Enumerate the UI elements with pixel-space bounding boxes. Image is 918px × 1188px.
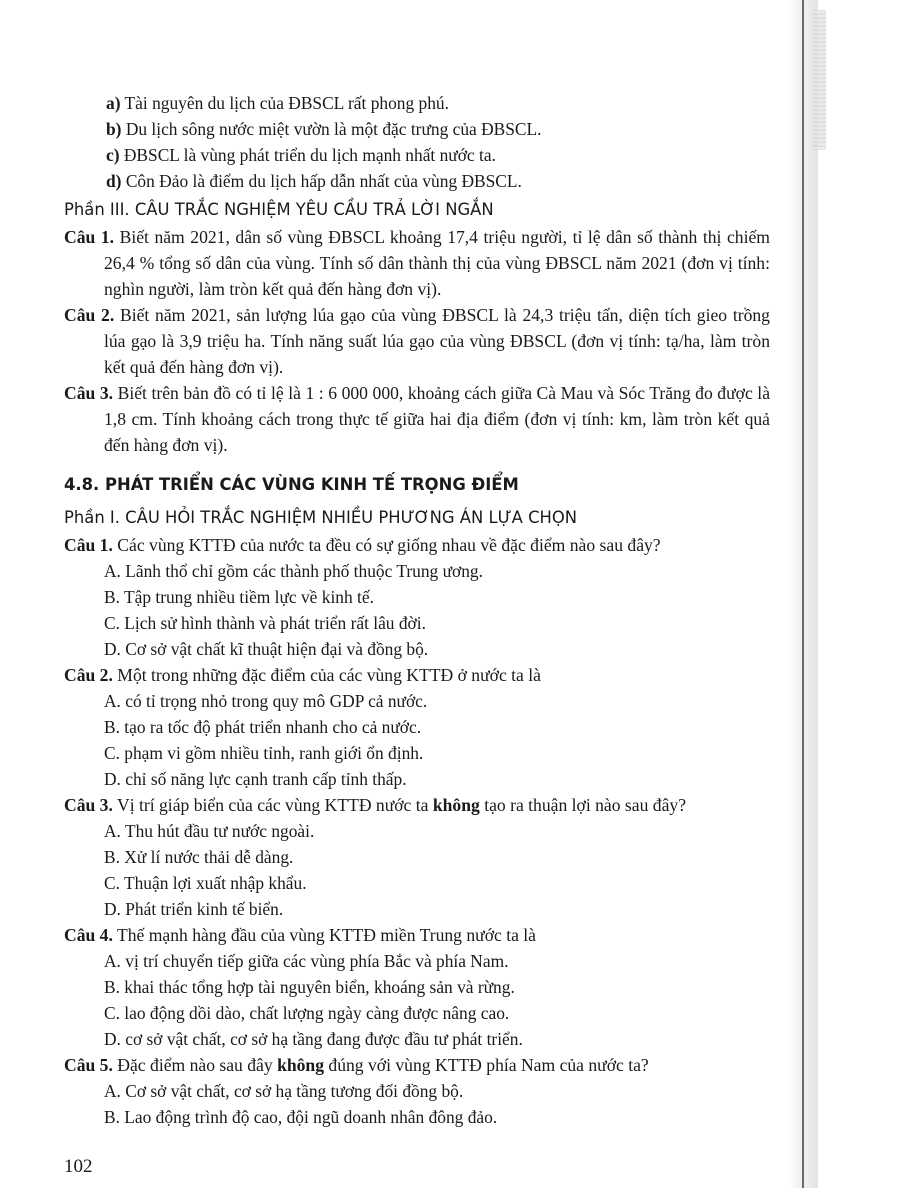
answer-option-b: B. Tập trung nhiều tiềm lực về kinh tế. (104, 587, 374, 607)
tf-option-d: d) Côn Đảo là điểm du lịch hấp dẫn nhất của vùng ĐBSCL. (106, 171, 522, 191)
multiple-choice-question-5 (64, 1052, 770, 1130)
short-question-3: Câu 3. Biết trên bản đồ có tỉ lệ là 1 : 6 000 000, khoảng cách giữa Cà Mau và Sóc Trăng đo được là 1,8 cm. Tính khoảng cách trong thực tế giữa hai địa điểm (đơn vị tính: km, làm tròn kết quả đến hàng đơn vị). (64, 383, 771, 455)
multiple-choice-question-3 (64, 792, 770, 922)
short-answer-questions (64, 224, 770, 458)
tf-option-b: b) Du lịch sông nước miệt vườn là một đặc trưng của ĐBSCL. (106, 119, 542, 139)
answer-option-b: B. Xử lí nước thải dễ dàng. (104, 847, 294, 867)
answer-option-c: C. Thuận lợi xuất nhập khẩu. (104, 873, 307, 893)
answer-option-a: A. có tỉ trọng nhỏ trong quy mô GDP cả nước. (104, 691, 428, 711)
book-binding-line (802, 0, 804, 1188)
section-title: 4.8. PHÁT TRIỂN CÁC VÙNG KINH TẾ TRỌNG ĐIỂM (64, 475, 519, 494)
short-question-2: Câu 2. Biết năm 2021, sản lượng lúa gạo của vùng ĐBSCL là 24,3 triệu tấn, diện tích gieo trồng lúa gạo là 3,9 triệu ha. Tính năng suất lúa gạo của vùng ĐBSCL (đơn vị tính: tạ/ha, làm tròn kết quả đến hàng đơn vị). (64, 305, 770, 377)
answer-option-c: C. phạm vi gồm nhiều tỉnh, ranh giới ổn định. (104, 743, 424, 763)
answer-option-c: C. lao động dồi dào, chất lượng ngày càng được nâng cao. (104, 1003, 510, 1023)
answer-option-d: D. Cơ sở vật chất kĩ thuật hiện đại và đồng bộ. (104, 639, 429, 659)
question-stem: Câu 1. Các vùng KTTĐ của nước ta đều có sự giống nhau về đặc điểm nào sau đây? (64, 535, 661, 555)
answer-option-b: B. Lao động trình độ cao, đội ngũ doanh nhân đông đảo. (104, 1107, 498, 1127)
question-stem: Câu 5. Đặc điểm nào sau đây không đúng với vùng KTTĐ phía Nam của nước ta? (64, 1055, 649, 1075)
question-stem: Câu 4. Thế mạnh hàng đầu của vùng KTTĐ miền Trung nước ta là (64, 925, 536, 945)
question-stem: Câu 3. Vị trí giáp biển của các vùng KTTĐ nước ta không tạo ra thuận lợi nào sau đây? (64, 795, 686, 815)
answer-option-b: B. khai thác tổng hợp tài nguyên biển, khoáng sản và rừng. (104, 977, 515, 997)
answer-option-d: D. Phát triển kinh tế biển. (104, 899, 284, 919)
part1-heading: Phần I. CÂU HỎI TRẮC NGHIỆM NHIỀU PHƯƠNG ÁN LỰA CHỌN (64, 508, 578, 527)
answer-option-a: A. Cơ sở vật chất, cơ sở hạ tầng tương đối đồng bộ. (104, 1081, 464, 1101)
answer-option-b: B. tạo ra tốc độ phát triển nhanh cho cả nước. (104, 717, 422, 737)
page-number: 102 (64, 1156, 93, 1177)
part3-heading: Phần III. CÂU TRẮC NGHIỆM YÊU CẦU TRẢ LỜI NGẮN (64, 200, 494, 219)
answer-option-c: C. Lịch sử hình thành và phát triển rất lâu đời. (104, 613, 426, 633)
answer-option-d: D. cơ sở vật chất, cơ sở hạ tầng đang được đầu tư phát triển. (104, 1029, 523, 1049)
answer-option-a: A. Thu hút đầu tư nước ngoài. (104, 821, 315, 841)
page-content (64, 90, 770, 1130)
multiple-choice-question-1 (64, 532, 770, 662)
tf-option-a: a) Tài nguyên du lịch của ĐBSCL rất phong phú. (106, 93, 449, 113)
answer-option-a: A. vị trí chuyển tiếp giữa các vùng phía Bắc và phía Nam. (104, 951, 509, 971)
true-false-options (64, 90, 770, 194)
page-edge-texture (812, 10, 826, 150)
tf-option-c: c) ĐBSCL là vùng phát triển du lịch mạnh nhất nước ta. (106, 145, 496, 165)
short-question-1: Câu 1. Biết năm 2021, dân số vùng ĐBSCL khoảng 17,4 triệu người, tỉ lệ dân số thành thị chiếm 26,4 % tổng số dân của vùng. Tính số dân thành thị của vùng ĐBSCL năm 2021 (đơn vị tính: nghìn người, làm tròn kết quả đến hàng đơn vị). (64, 227, 770, 299)
answer-option-a: A. Lãnh thổ chỉ gồm các thành phố thuộc Trung ương. (104, 561, 483, 581)
question-stem: Câu 2. Một trong những đặc điểm của các vùng KTTĐ ở nước ta là (64, 665, 541, 685)
multiple-choice-question-4 (64, 922, 770, 1052)
multiple-choice-question-2 (64, 662, 770, 792)
answer-option-d: D. chỉ số năng lực cạnh tranh cấp tỉnh thấp. (104, 769, 407, 789)
